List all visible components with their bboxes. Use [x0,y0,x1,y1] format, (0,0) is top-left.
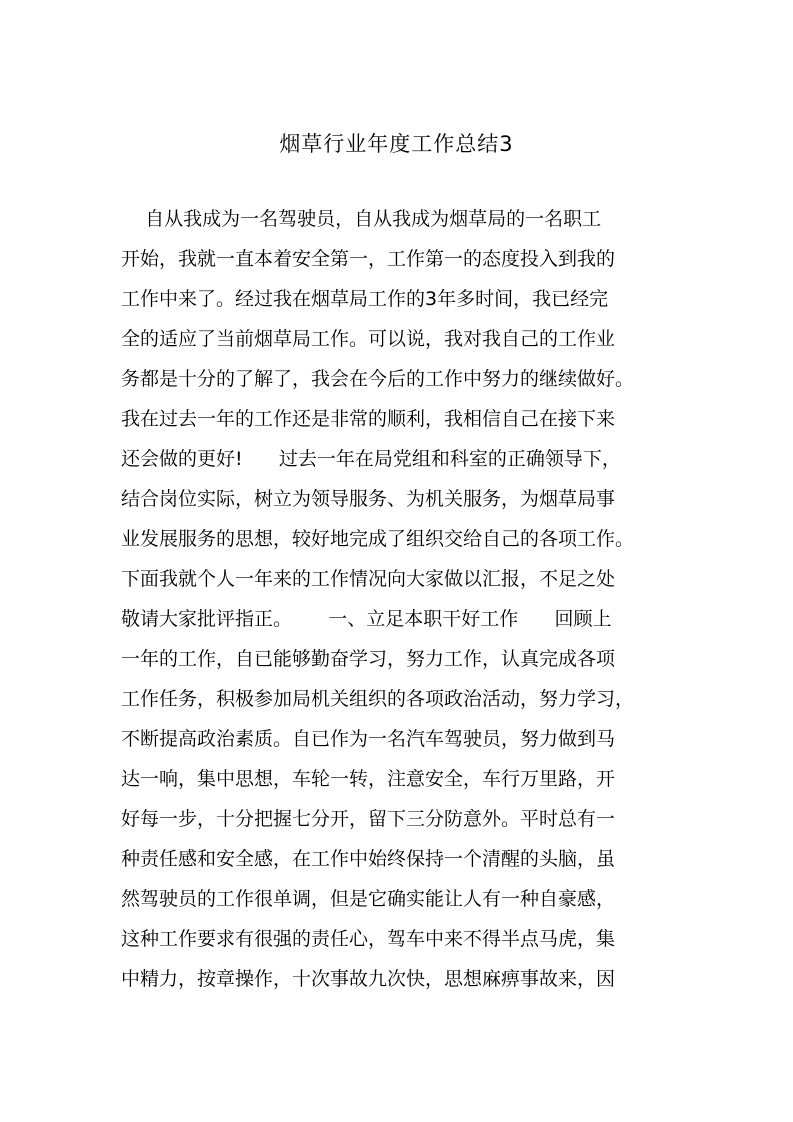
body-line: 达一响，集中思想，车轮一转，注意安全，车行万里路，开 [121,768,616,790]
body-line: 自从我成为一名驾驶员，自从我成为烟草局的一名职工 [121,208,602,230]
body-line: 还会做的更好! 过去一年在局党组和科室的正确领导下， [121,448,621,470]
body-line: 一年的工作，自已能够勤奋学习，努力工作，认真完成各项 [121,648,616,670]
body-line: 工作中来了。经过我在烟草局工作的3年多时间，我已经完 [121,288,609,310]
body-line: 然驾驶员的工作很单调，但是它确实能让人有一种自豪感， [121,888,616,910]
document-body [121,199,681,999]
body-line: 我在过去一年的工作还是非常的顺利，我相信自己在接下来 [121,408,616,430]
body-line: 务都是十分的了解了，我会在今后的工作中努力的继续做好。 [121,368,635,390]
body-line: 结合岗位实际，树立为领导服务、为机关服务，为烟草局事 [121,488,616,510]
body-line: 种责任感和安全感，在工作中始终保持一个清醒的头脑，虽 [121,848,616,870]
body-line: 好每一步，十分把握七分开，留下三分防意外。平时总有一 [121,808,616,830]
body-line: 开始，我就一直本着安全第一，工作第一的态度投入到我的 [121,248,616,270]
body-line: 不断提高政治素质。自已作为一名汽车驾驶员，努力做到马 [121,728,616,750]
body-line: 工作任务，积极参加局机关组织的各项政治活动，努力学习， [121,688,635,710]
body-line: 业发展服务的思想，较好地完成了组织交给自己的各项工作。 [121,528,635,550]
body-line: 下面我就个人一年来的工作情况向大家做以汇报，不足之处 [121,568,616,590]
document-title: 烟草行业年度工作总结3 [279,132,514,156]
body-line: 全的适应了当前烟草局工作。可以说，我对我自己的工作业 [121,328,616,350]
body-line: 中精力，按章操作，十次事故九次快，思想麻痹事故来，因 [121,968,616,990]
body-line: 这种工作要求有很强的责任心，驾车中来不得半点马虎，集 [121,928,616,950]
body-line: 敬请大家批评指正。 一、立足本职干好工作 回顾上 [121,608,612,630]
